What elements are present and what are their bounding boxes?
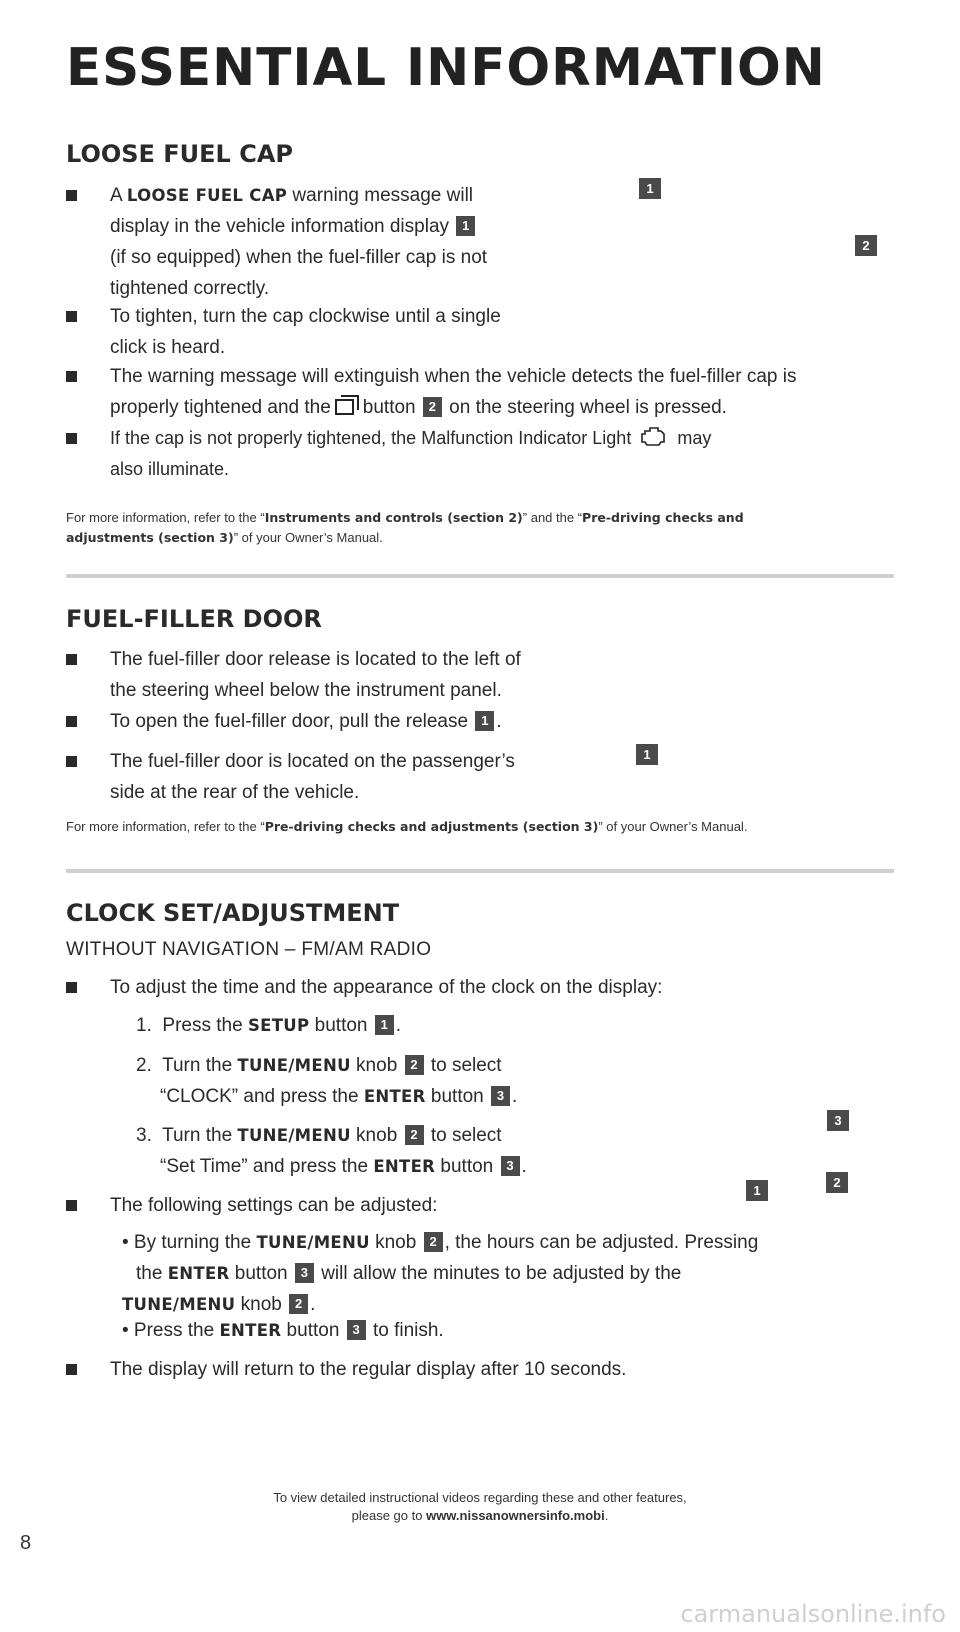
bullet-square-icon [66,982,77,993]
callout-badge-1: 1 [475,711,494,731]
clock-detail-2: • Press the ENTER button 3 to finish. [122,1320,444,1341]
callout-badge-1: 1 [375,1015,394,1035]
bullet-square-icon [66,756,77,767]
section-divider [66,869,894,873]
callout-badge-2: 2 [405,1125,424,1145]
figure-callout-2: 2 [855,235,877,256]
watermark: carmanualsonline.info [680,1600,946,1628]
footer-link[interactable]: www.nissanownersinfo.mobi [426,1508,605,1523]
bullet-square-icon [66,1200,77,1211]
reference-note-fuel-door: For more information, refer to the “Pre-driving checks and adjustments (section 3)” of your Owner’s Manual. [66,819,748,834]
bullet-square-icon [66,190,77,201]
clock-step-1: 1. Press the SETUP button 1 . [136,1015,402,1036]
callout-badge-2: 2 [424,1232,443,1252]
figure-callout-1: 1 [746,1180,768,1201]
callout-badge-3: 3 [347,1320,366,1340]
callout-badge-1: 1 [456,216,475,236]
footer-note: To view detailed instructional videos regarding these and other features, please go to www.nissanownersinfo.mobi. [273,1490,687,1523]
section-title-fuel-filler-door: FUEL-FILLER DOOR [66,605,322,633]
figure-callout-1: 1 [639,178,661,199]
clock-step-2: 2. Turn the TUNE/MENU knob 2 to select “CLOCK” and press the ENTER button 3 . [136,1055,518,1107]
bullet-square-icon [66,433,77,444]
callout-badge-3: 3 [295,1263,314,1283]
clock-step-3: 3. Turn the TUNE/MENU knob 2 to select “Set Time” and press the ENTER button 3 . [136,1125,527,1177]
section-title-loose-fuel-cap: LOOSE FUEL CAP [66,140,293,168]
section-title-clock: CLOCK SET/ADJUSTMENT [66,899,400,927]
bullet-square-icon [66,311,77,322]
callout-badge-3: 3 [501,1156,520,1176]
callout-badge-3: 3 [491,1086,510,1106]
clock-detail-1: • By turning the TUNE/MENU knob 2 , the hours can be adjusted. Pressing the ENTER button 3 will allow the minutes to be adjusted by the TUNE/MENU knob 2 . [122,1232,759,1315]
bullet-square-icon [66,654,77,665]
bullet-square-icon [66,371,77,382]
engine-malfunction-icon [639,425,669,447]
bullet-square-icon [66,716,77,727]
figure-callout-2: 2 [826,1172,848,1193]
callout-badge-2: 2 [405,1055,424,1075]
clock-subtitle: WITHOUT NAVIGATION – FM/AM RADIO [66,939,432,960]
page-number: 8 [20,1532,32,1554]
figure-callout-3: 3 [827,1110,849,1131]
bullet-square-icon [66,1364,77,1375]
figure-callout-1: 1 [636,744,658,765]
reference-note-loose-cap: For more information, refer to the “Instruments and controls (section 2)” and the “Pre-driving checks and adjustments (section 3)” of your Owner’s Manual. [66,510,744,545]
page-title: ESSENTIAL INFORMATION [66,38,826,98]
callout-badge-2: 2 [423,397,442,417]
display-button-icon [334,394,360,416]
callout-badge-2: 2 [289,1294,308,1314]
section-divider [66,574,894,578]
